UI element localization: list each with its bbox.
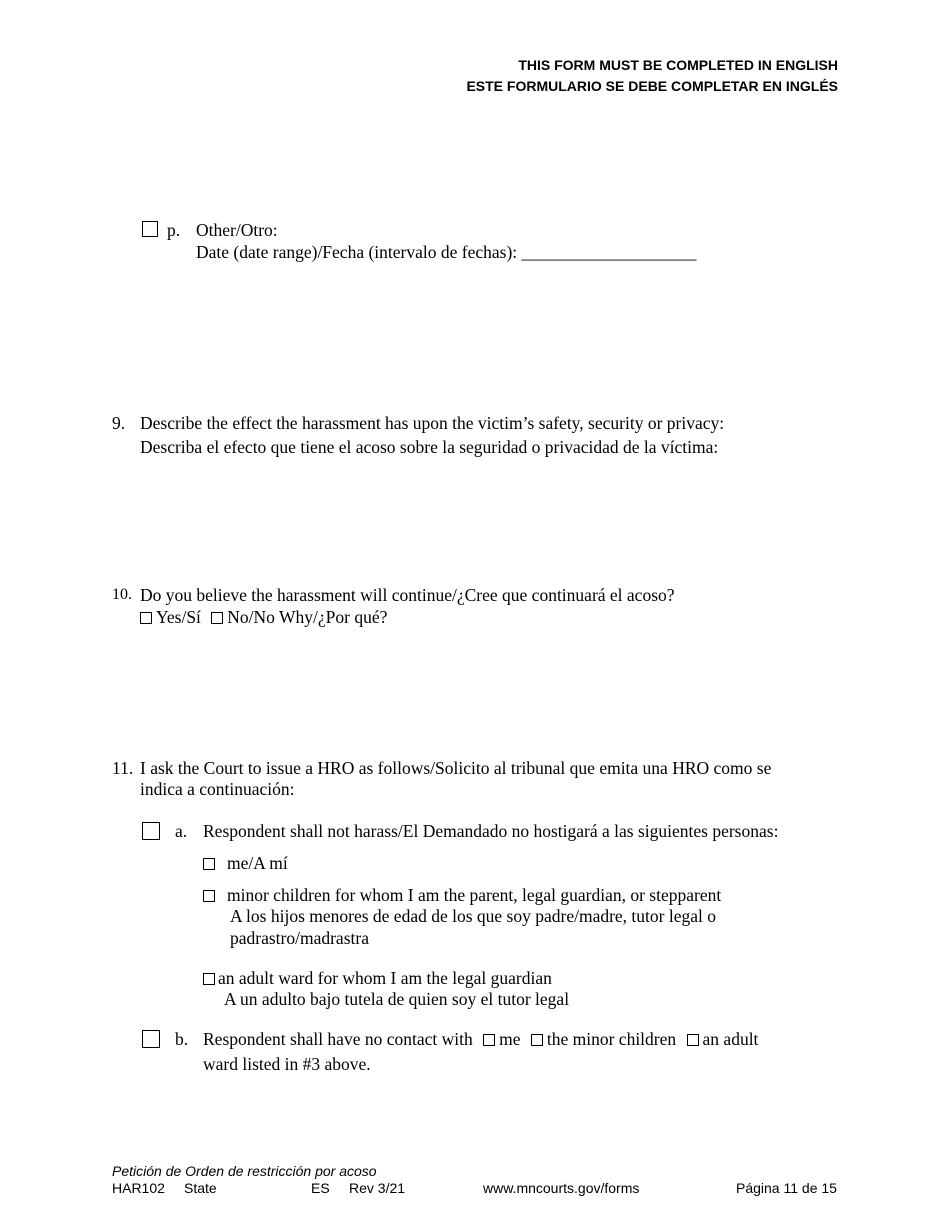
q11b-children-checkbox[interactable] (531, 1034, 543, 1046)
q11b-ward-checkbox[interactable] (687, 1034, 699, 1046)
q10-yes-checkbox[interactable] (140, 612, 152, 624)
q11a-opt3 (203, 967, 552, 989)
q11a-checkbox[interactable] (142, 822, 160, 840)
q11b-line2: ward listed in #3 above. (203, 1054, 371, 1074)
q11a-opt3-checkbox[interactable] (203, 973, 215, 985)
footer-url-link[interactable]: www.mncourts.gov/forms (483, 1180, 640, 1196)
q11a-opt3-label-line2: A un adulto bajo tutela de quien soy el tutor legal (224, 989, 570, 1009)
header-spanish-notice: ESTE FORMULARIO SE DEBE COMPLETAR EN INGLÉS (466, 78, 838, 94)
q11b-line1 (203, 1028, 758, 1050)
q11a-opt2-checkbox[interactable] (203, 890, 215, 902)
q11-question-line1: I ask the Court to issue a HRO as follows/Solicito al tribunal que emita una HRO como se (140, 758, 772, 778)
q10-yes-label: Yes/Sí (156, 607, 201, 627)
q11-number: 11. (112, 758, 134, 778)
q11a-opt2 (203, 884, 721, 906)
header-english-notice: THIS FORM MUST BE COMPLETED IN ENGLISH (518, 57, 838, 73)
footer-state: State (184, 1180, 217, 1196)
q11a-opt1-checkbox[interactable] (203, 858, 215, 870)
q11a-opt1-label: me/A mí (227, 853, 288, 873)
item-p-letter: p. (167, 220, 181, 240)
q11a-opt2-label-line1: minor children for whom I am the parent, legal guardian, or stepparent (227, 885, 722, 905)
footer-revision: Rev 3/21 (349, 1180, 406, 1196)
q9-question-es: Describa el efecto que tiene el acoso sobre la seguridad o privacidad de la víctima: (140, 437, 719, 457)
q11b-children-label: the minor children (546, 1029, 677, 1049)
item-p-date-field[interactable]: Date (date range)/Fecha (intervalo de fechas): ____________________ (196, 242, 697, 262)
q11a-letter: a. (175, 821, 188, 841)
q11b-letter: b. (175, 1029, 189, 1049)
q10-no-checkbox[interactable] (211, 612, 223, 624)
q9-question-en: Describe the effect the harassment has upon the victim’s safety, security or privacy: (140, 413, 725, 433)
q10-no-label: No/No Why/¿Por qué? (227, 607, 388, 627)
footer-form-id: HAR102 (112, 1180, 165, 1196)
item-p-checkbox[interactable] (142, 221, 158, 237)
footer-page-number: Página 11 de 15 (736, 1180, 837, 1196)
q11b-me-label: me (499, 1029, 521, 1049)
q10-question: Do you believe the harassment will continue/¿Cree que continuará el acoso? (140, 585, 675, 605)
footer-form-title: Petición de Orden de restricción por acoso (112, 1163, 377, 1179)
item-p-label: Other/Otro: (196, 220, 278, 240)
q11b-text: Respondent shall have no contact with (203, 1029, 473, 1049)
footer-language: ES (311, 1180, 330, 1196)
q11b-ward-label: an adult (702, 1029, 759, 1049)
q11-question-line2: indica a continuación: (140, 779, 295, 799)
q11a-opt2-label-line2: A los hijos menores de edad de los que soy padre/madre, tutor legal o (230, 906, 716, 926)
q11a-text: Respondent shall not harass/El Demandado no hostigará a las siguientes personas: (203, 821, 779, 841)
q10-number: 10. (112, 586, 132, 603)
q11a-opt1 (203, 852, 288, 874)
q11a-opt2-label-line3: padrastro/madrastra (230, 928, 369, 948)
q9-number: 9. (112, 413, 126, 433)
q11b-me-checkbox[interactable] (483, 1034, 495, 1046)
q11b-checkbox[interactable] (142, 1030, 160, 1048)
q10-options (140, 606, 387, 628)
q11a-opt3-label-line1: an adult ward for whom I am the legal guardian (218, 968, 552, 988)
